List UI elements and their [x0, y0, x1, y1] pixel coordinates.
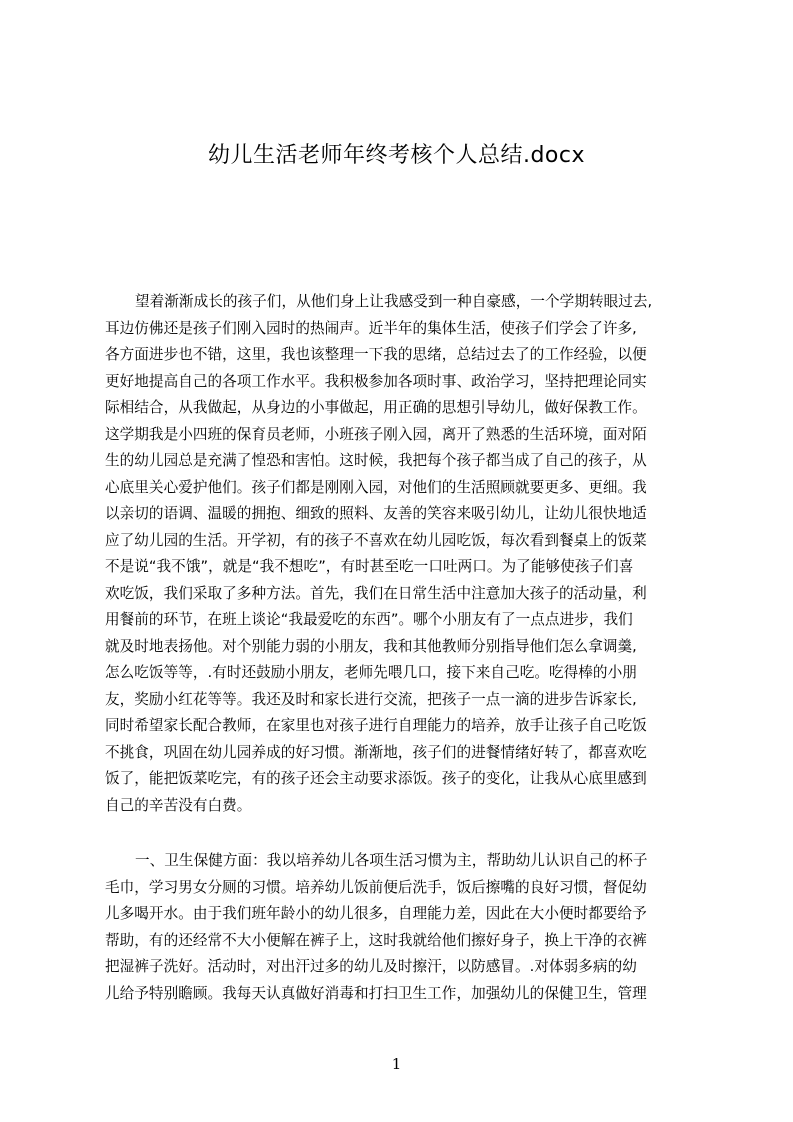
text-line: 饭了，能把饭菜吃完，有的孩子还会主动要求添饭。孩子的变化，让我从心底里感到: [105, 770, 647, 787]
text-line: 不挑食，巩固在幼儿园养成的好习惯。渐渐地，孩子们的进餐情绪好转了，都喜欢吃: [105, 743, 647, 761]
text-line: 耳边仿佛还是孩子们刚入园时的热闹声。近半年的集体生活，使孩子们学会了许多,: [105, 319, 637, 337]
page-number: 1: [391, 1055, 402, 1073]
paragraph-intro: [105, 289, 703, 819]
text-line: 心底里关心爱护他们。孩子们都是刚刚入园，对他们的生活照顾就要更多、更细。我: [105, 478, 647, 496]
text-line: 毛巾，学习男女分厕的习惯。培养幼儿饭前便后洗手，饭后擦嘴的良好习惯，督促幼: [105, 878, 647, 896]
text-line: 生的幼儿园总是充满了惶恐和害怕。这时候，我把每个孩子都当成了自己的孩子，从: [105, 452, 647, 469]
text-line: 儿多喝开水。由于我们班年龄小的幼儿很多，自理能力差，因此在大小便时都要给予: [105, 905, 647, 922]
text-line: 儿给予特别瞻顾。我每天认真做好消毒和打扫卫生工作，加强幼儿的保健卫生，管理: [105, 984, 647, 1002]
text-line: 一、卫生保健方面：我以培养幼儿各项生活习惯为主，帮助幼儿认识自己的杯子: [135, 852, 648, 869]
text-line: 帮助，有的还经常不大小便解在裤子上，这时我就给他们擦好身子，换上干净的衣裤: [105, 931, 647, 949]
text-line: 怎么吃饭等等，.有时还鼓励小朋友，老师先喂几口，接下来自己吃。吃得棒的小朋: [105, 664, 637, 681]
text-line: 用餐前的环节，在班上谈论“我最爱吃的东西”。哪个小朋友有了一点点进步，我们: [105, 611, 633, 628]
text-line: 际相结合，从我做起，从身边的小事做起，用正确的思想引导幼儿，做好保教工作。: [105, 399, 647, 416]
text-line: 欢吃饭，我们采取了多种方法。首先，我们在日常生活中注意加大孩子的活动量，利: [105, 584, 647, 602]
text-line: 望着渐渐成长的孩子们，从他们身上让我感受到一种自豪感，一个学期转眼过去,: [135, 293, 653, 310]
text-line: 应了幼儿园的生活。开学初，有的孩子不喜欢在幼儿园吃饭，每次看到餐桌上的饭菜: [105, 531, 647, 549]
text-line: 友，奖励小红花等等。我还及时和家长进行交流，把孩子一点一滴的进步告诉家长,: [105, 690, 637, 708]
paragraph-hygiene: [105, 848, 703, 1007]
text-line: 自己的辛苦没有白费。: [105, 796, 252, 814]
text-line: 把湿裤子洗好。活动时，对出汗过多的幼儿及时擦汗，以防感冒。.对体弱多病的幼: [105, 958, 637, 975]
document-body: [105, 289, 703, 1007]
document-title: 幼儿生活老师年终考核个人总结.docx: [207, 143, 586, 168]
paragraph-gap: [105, 819, 703, 848]
text-line: 就及时地表扬他。对个别能力弱的小朋友，我和其他教师分别指导他们怎么拿调羹,: [105, 637, 637, 655]
text-line: 更好地提高自己的各项工作水平。我积极参加各项时事、政治学习，坚持把理论同实: [105, 372, 647, 390]
text-line: 这学期我是小四班的保育员老师，小班孩子刚入园，离开了熟悉的生活环境，面对陌: [105, 425, 647, 443]
text-line: 不是说“我不饿”，就是“我不想吃”，有时甚至吃一口吐两口。为了能够使孩子们喜: [105, 558, 634, 575]
text-line: 同时希望家长配合教师，在家里也对孩子进行自理能力的培养，放手让孩子自己吃饭: [105, 717, 647, 734]
text-line: 各方面进步也不错，这里，我也该整理一下我的思绪，总结过去了的工作经验，以便: [105, 346, 647, 363]
text-line: 以亲切的语调、温暖的拥抱、细致的照料、友善的笑容来吸引幼儿，让幼儿很快地适: [105, 505, 647, 522]
